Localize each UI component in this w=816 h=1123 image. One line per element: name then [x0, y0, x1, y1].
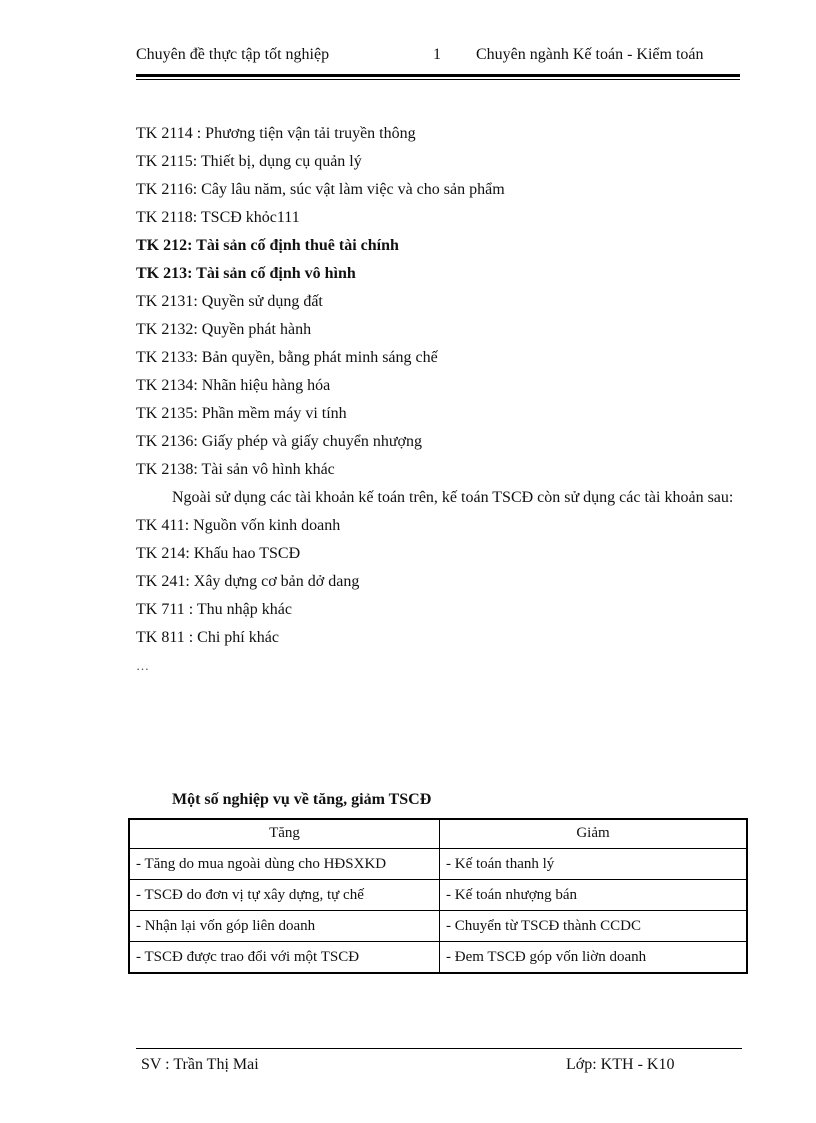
account-line: TK 214: Khấu hao TSCĐ — [136, 545, 301, 562]
table-row — [129, 942, 747, 974]
footer-student: SV : Trần Thị Mai — [141, 1056, 259, 1073]
account-line: TK 811 : Chi phí khác — [136, 629, 279, 646]
header-left-title: Chuyên đề thực tập tốt nghiệp — [136, 46, 330, 63]
table-row — [129, 849, 747, 880]
account-line: TK 2114 : Phương tiện vận tải truyền thông — [136, 125, 416, 142]
account-line: TK 2138: Tài sản vô hình khác — [136, 461, 335, 478]
account-line: TK 711 : Thu nhập khác — [136, 601, 292, 618]
footer-class: Lớp: KTH - K10 — [566, 1056, 675, 1073]
table-header-row — [129, 819, 747, 849]
header-rule-thin — [136, 79, 740, 80]
table-cell: - Chuyển từ TSCĐ thành CCDC — [440, 911, 748, 942]
document-body — [136, 120, 740, 680]
table-cell: - TSCĐ do đơn vị tự xây dựng, tự chế — [129, 880, 440, 911]
account-line: TK 2135: Phần mềm máy vi tính — [136, 405, 347, 422]
ellipsis: … — [136, 658, 149, 673]
column-header-decrease: Giảm — [440, 819, 748, 849]
account-line: TK 2132: Quyền phát hành — [136, 321, 312, 338]
account-line: TK 2136: Giấy phép và giấy chuyển nhượng — [136, 433, 422, 450]
header-rule-thick — [136, 74, 740, 77]
asset-transactions-table — [128, 818, 748, 974]
account-line: TK 2134: Nhãn hiệu hàng hóa — [136, 377, 331, 394]
column-header-increase: Tăng — [129, 819, 440, 849]
account-line: TK 411: Nguồn vốn kinh doanh — [136, 517, 341, 534]
table-cell: - Nhận lại vốn góp liên doanh — [129, 911, 440, 942]
table-row — [129, 911, 747, 942]
account-line: TK 2115: Thiết bị, dụng cụ quản lý — [136, 153, 362, 170]
table-row — [129, 880, 747, 911]
page-number: 1 — [433, 46, 441, 63]
header-right-title: Chuyên ngành Kế toán - Kiểm toán — [476, 46, 704, 63]
account-line: TK 2118: TSCĐ khỏc111 — [136, 209, 300, 226]
account-heading: TK 213: Tài sản cố định vô hình — [136, 265, 356, 282]
account-line: TK 2131: Quyền sử dụng đất — [136, 293, 323, 310]
account-heading: TK 212: Tài sản cố định thuê tài chính — [136, 237, 399, 254]
footer-rule — [136, 1048, 742, 1049]
table-cell: - Tăng do mua ngoài dùng cho HĐSXKD — [129, 849, 440, 880]
table-title: Một số nghiệp vụ về tăng, giảm TSCĐ — [172, 791, 432, 808]
account-line: TK 2116: Cây lâu năm, súc vật làm việc và cho sản phẩm — [136, 181, 505, 198]
body-paragraph: Ngoài sử dụng các tài khoản kế toán trên, kế toán TSCĐ còn sử dụng các tài khoản sau: — [172, 489, 734, 506]
table-cell: - Kế toán thanh lý — [440, 849, 748, 880]
account-line: TK 2133: Bản quyền, bằng phát minh sáng chế — [136, 349, 438, 366]
table-cell: - TSCĐ được trao đổi với một TSCĐ — [129, 942, 440, 974]
account-line: TK 241: Xây dựng cơ bản dở dang — [136, 573, 360, 590]
table-cell: - Kế toán nhượng bán — [440, 880, 748, 911]
table-cell: - Đem TSCĐ góp vốn liờn doanh — [440, 942, 748, 974]
